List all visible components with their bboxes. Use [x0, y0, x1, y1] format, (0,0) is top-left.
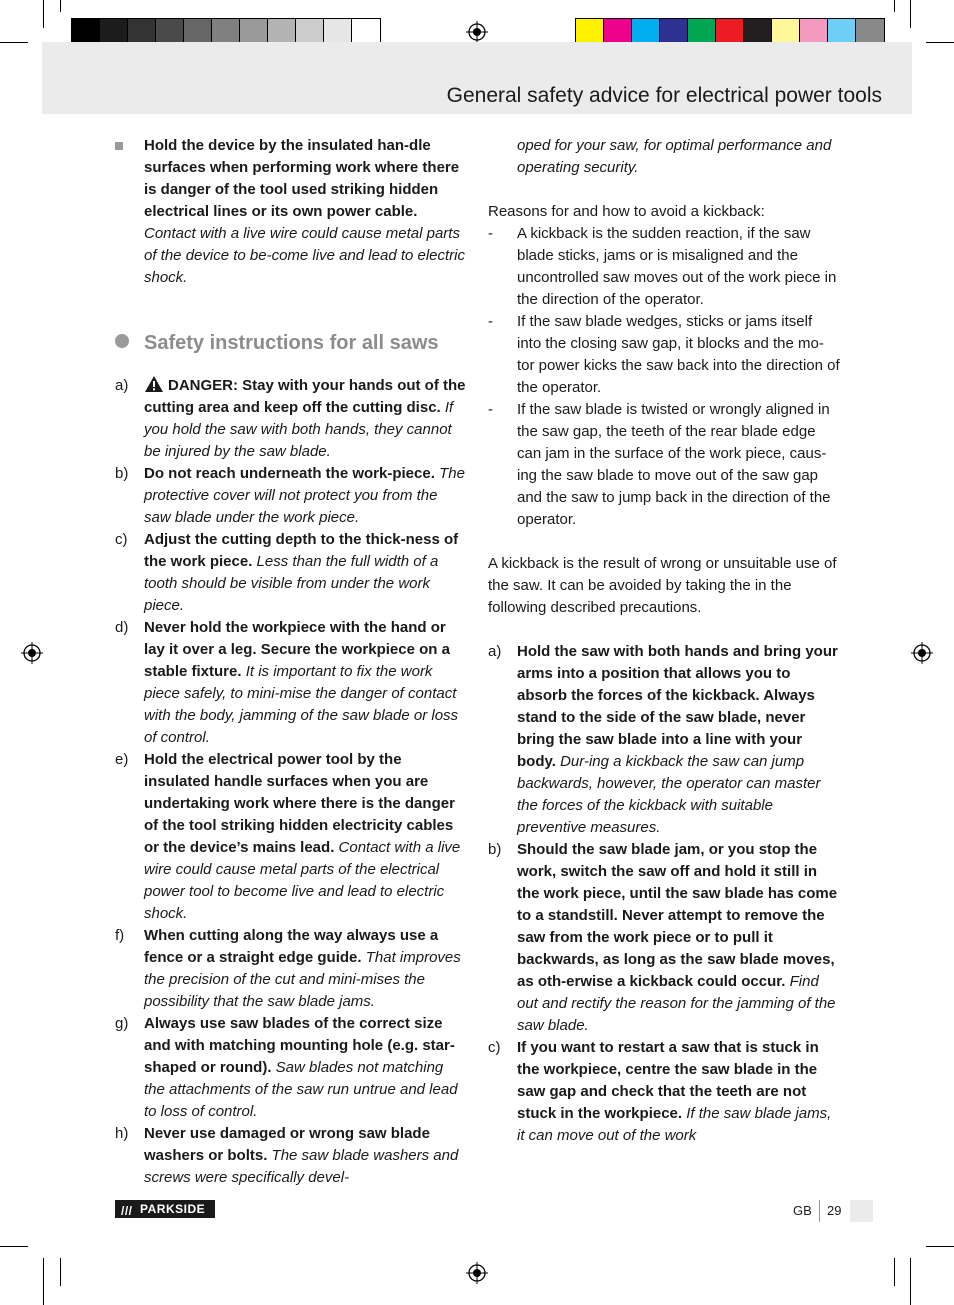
- item-bold-text: Always use saw blades of the correct size and with matching mounting hole (e.g. star-shaped or round).: [144, 1015, 455, 1076]
- intro-bullet-item: [115, 135, 467, 289]
- instruction-item: [115, 749, 467, 925]
- left-column: [115, 135, 467, 1189]
- continuation-item: [488, 135, 840, 179]
- item-label: b): [115, 465, 129, 482]
- crop-mark: [910, 0, 911, 28]
- crop-mark: [43, 1258, 44, 1305]
- kickback-paragraph: A kickback is the result of wrong or unsuitable use of the saw. It can be avoided by taking the in the following described precautions.: [488, 555, 837, 616]
- intro-italic: Contact with a live wire could cause metal parts of the device to be-come live and lead to electric shock.: [144, 225, 466, 286]
- crop-mark: [60, 1258, 61, 1286]
- item-label: g): [115, 1015, 129, 1032]
- crop-mark: [43, 0, 44, 28]
- registration-mark-icon: [466, 1262, 488, 1284]
- item-italic-text: Dur-ing a kickback the saw can jump backwards, however, the operator can master the forces of the kickback with suitable preventive measures.: [517, 753, 821, 836]
- item-bold-text: Never use damaged or wrong saw blade washers or bolts.: [144, 1125, 430, 1164]
- item-italic-text: The protective cover will not protect you from the saw blade under the work piece.: [144, 465, 465, 526]
- dash-item: [488, 223, 840, 311]
- section-title: Safety instructions for all saws: [144, 332, 439, 354]
- item-bold-text: Hold the saw with both hands and bring your arms into a position that allows you to absorb the forces of the kickback. Always stand to the side of the saw blade, never bring the saw blade into a line with your body.: [517, 643, 838, 770]
- dash-text: If the saw blade is twisted or wrongly aligned in the saw gap, the teeth of the rear blade edge can jam in the surface of the work piece, caus-ing the saw blade to move out of the saw gap and the saw to jump back in the direction of the operator.: [517, 401, 831, 528]
- section-heading: [115, 329, 467, 357]
- item-italic-text: That improves the precision of the cut and mini-mises the possibility that the saw blade jams.: [144, 949, 461, 1010]
- item-italic-text: The saw blade washers and screws were specifically devel-: [144, 1147, 459, 1186]
- instruction-item: [115, 1013, 467, 1123]
- item-bold-text: DANGER: Stay with your hands out of the cutting area and keep off the cutting disc.: [144, 377, 466, 416]
- item-label: f): [115, 927, 125, 944]
- logo-stripes: ///: [121, 1204, 133, 1218]
- registration-mark-icon: [466, 21, 488, 43]
- item-label: d): [115, 619, 129, 636]
- item-italic-text: Less than the full width of a tooth should be visible from under the work piece.: [144, 553, 439, 614]
- intro-bold: Hold the device by the insulated han-dle surfaces when performing work where there is danger of the tool used striking hidden electrical lines or its own power cable.: [144, 137, 460, 220]
- logo-text: PARKSIDE: [140, 1202, 206, 1216]
- instruction-item: [115, 375, 467, 463]
- crop-mark: [894, 0, 895, 12]
- reasons-title: Reasons for and how to avoid a kickback:: [488, 203, 765, 220]
- instruction-item: [115, 617, 467, 749]
- registration-mark-icon: [21, 642, 43, 664]
- crop-mark: [910, 1258, 911, 1305]
- continuation-text: oped for your saw, for optimal performance and operating security.: [517, 137, 832, 176]
- instruction-item: [115, 463, 467, 529]
- item-bold-text: Never hold the workpiece with the hand or lay it over a leg. Secure the workpiece on a stable fixture.: [144, 619, 450, 680]
- crop-mark: [0, 42, 28, 43]
- square-bullet-icon: [115, 142, 123, 150]
- item-label: c): [115, 531, 128, 548]
- footer-divider: [819, 1200, 820, 1222]
- left-item-list: [115, 375, 467, 1189]
- item-bold-text: Adjust the cutting depth to the thick-ness of the work piece.: [144, 531, 459, 570]
- instruction-item: [488, 641, 840, 839]
- crop-mark: [60, 0, 61, 12]
- language-code: GB: [793, 1203, 812, 1218]
- item-bold-text: If you want to restart a saw that is stuck in the workpiece, centre the saw blade in the saw gap and check that the teeth are not stuck in the workpiece.: [517, 1039, 819, 1122]
- item-italic-text: It is important to fix the work piece safely, to mini-mise the danger of contact with the body, jamming of the saw blade or loss of control.: [144, 663, 459, 746]
- instruction-item: [488, 1037, 840, 1147]
- dash-item: [488, 399, 840, 531]
- item-label: a): [115, 377, 129, 394]
- item-italic-text: Contact with a live wire could cause metal parts of the electrical power tool to become live and lead to electric shock.: [144, 839, 461, 922]
- right-column: [488, 135, 840, 1147]
- item-bold-text: Hold the electrical power tool by the insulated handle surfaces when you are undertaking work where there is the danger of the tool striking hidden electricity cables or the device’s mains lead.: [144, 751, 455, 856]
- item-italic-text: If the saw blade jams, it can move out of the work: [517, 1105, 832, 1144]
- page-title: General safety advice for electrical power tools: [446, 84, 882, 107]
- dash-list: [488, 223, 840, 531]
- item-italic-text: Find out and rectify the reason for the jamming of the saw blade.: [517, 973, 836, 1034]
- item-label: e): [115, 751, 129, 768]
- dash-marker: -: [488, 225, 493, 242]
- round-bullet-icon: [115, 334, 129, 348]
- dash-text: If the saw blade wedges, sticks or jams itself into the closing saw gap, it blocks and the mo-tor power kicks the saw back into the direction of the operator.: [517, 313, 840, 396]
- crop-mark: [926, 1246, 954, 1247]
- dash-item: [488, 311, 840, 399]
- item-bold-text: Do not reach underneath the work-piece.: [144, 465, 435, 482]
- item-label: b): [488, 841, 502, 858]
- dash-marker: -: [488, 401, 493, 418]
- right-item-list: [488, 641, 840, 1147]
- dash-marker: -: [488, 313, 493, 330]
- dash-text: A kickback is the sudden reaction, if the saw blade sticks, jams or is misaligned and the uncontrolled saw moves out of the work piece in the direction of the operator.: [517, 225, 837, 308]
- parkside-logo: [115, 1200, 215, 1218]
- item-italic-text: Saw blades not matching the attachments of the saw run untrue and lead to loss of control.: [144, 1059, 458, 1120]
- item-label: c): [488, 1039, 501, 1056]
- item-label: a): [488, 643, 502, 660]
- crop-mark: [0, 1246, 28, 1247]
- crop-mark: [894, 1258, 895, 1286]
- instruction-item: [115, 529, 467, 617]
- warning-triangle-icon: [144, 375, 164, 393]
- page-number: 29: [827, 1203, 842, 1218]
- footer-tab: [850, 1200, 873, 1222]
- item-bold-text: Should the saw blade jam, or you stop the work, switch the saw off and hold it still in the work piece, until the saw blade has come to a standstill. Never attempt to remove the saw from the work piece or to pull it backwards, as long as the saw blade moves, as oth-erwise a kickback could occur.: [517, 841, 838, 990]
- item-bold-text: When cutting along the way always use a fence or a straight edge guide.: [144, 927, 439, 966]
- registration-mark-icon: [911, 642, 933, 664]
- instruction-item: [488, 839, 840, 1037]
- item-label: h): [115, 1125, 129, 1142]
- instruction-item: [115, 925, 467, 1013]
- item-italic-text: If you hold the saw with both hands, they cannot be injured by the saw blade.: [144, 399, 454, 460]
- instruction-item: [115, 1123, 467, 1189]
- crop-mark: [926, 42, 954, 43]
